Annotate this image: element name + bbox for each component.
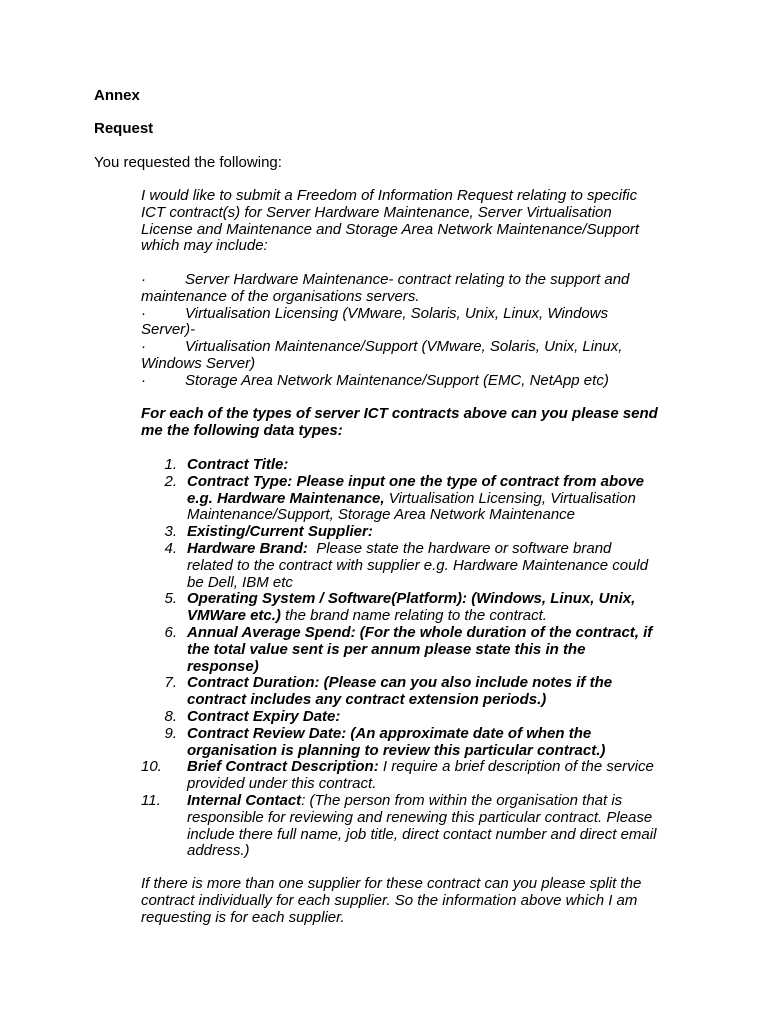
bold-text: e.g. Hardware Maintenance, (187, 489, 385, 507)
request-paragraph (141, 188, 701, 255)
list-number: 5. (164, 590, 177, 608)
bullet-line (141, 289, 701, 306)
list-number-cell (141, 759, 187, 793)
list-number: 4. (164, 539, 177, 557)
list-item (141, 675, 701, 709)
list-number-cell (141, 625, 187, 675)
paragraph-line: For each of the types of server ICT contracts above can you please send (141, 405, 658, 422)
bullet-line (141, 306, 701, 323)
list-number: 1. (164, 456, 177, 473)
list-item (141, 726, 701, 760)
bold-text: response) (187, 657, 259, 675)
list-item-line (187, 776, 701, 793)
list-number: 3. (164, 523, 177, 541)
intro-text: You requested the following: (94, 154, 282, 171)
item-text-segment: Please state the hardware or software brand (307, 539, 612, 557)
bold-text: Contract Review Date: (An approximate date of when the (187, 724, 592, 742)
list-item-line (187, 541, 701, 558)
list-item-line (187, 793, 701, 810)
list-item (141, 625, 701, 675)
item-text-segment: the brand name relating to the contract. (280, 607, 547, 625)
bullet-marker: · (141, 371, 146, 389)
item-text-segment: Maintenance/Support, Storage Area Network Maintenance (187, 506, 576, 524)
bold-text: the total value sent is per annum please state this in the (187, 640, 586, 658)
list-item-line (187, 726, 701, 743)
item-text-segment: be Dell, IBM etc (187, 573, 293, 591)
bold-text: Contract Duration: (Please can you also include notes if the (187, 674, 613, 692)
list-item (141, 457, 701, 474)
numbered-list (141, 457, 701, 860)
list-item-line (187, 843, 701, 860)
bullet-line (141, 373, 701, 390)
list-item-text (187, 709, 701, 726)
list-item-line (187, 608, 701, 625)
list-item-line (187, 675, 701, 692)
request-heading: Request (94, 120, 154, 137)
bullet-text: Storage Area Network Maintenance/Support (EMC, NetApp etc) (185, 371, 609, 389)
list-number-cell (141, 709, 187, 726)
bold-text: Operating System / Software(Platform): (Windows, Linux, Unix, (187, 590, 636, 608)
list-number: 9. (164, 724, 177, 742)
list-number-cell (141, 474, 187, 524)
list-item-text (187, 457, 701, 474)
closing-paragraph (141, 876, 701, 926)
list-number-cell (141, 524, 187, 541)
list-item-line (187, 759, 701, 776)
list-number: 6. (164, 623, 177, 641)
list-item (141, 524, 701, 541)
list-item-text (187, 474, 701, 524)
list-item-line (187, 524, 701, 541)
list-item-text (187, 793, 701, 860)
list-item-line (187, 642, 701, 659)
bold-text: organisation is planning to review this particular contract.) (187, 741, 606, 759)
paragraph-line: ICT contract(s) for Server Hardware Maintenance, Server Virtualisation (141, 203, 612, 221)
list-number: 8. (164, 707, 177, 725)
list-item-line (187, 827, 701, 844)
list-item-text (187, 625, 701, 675)
item-text-segment: I require a brief description of the service (378, 758, 654, 776)
list-number: 10. (141, 758, 162, 776)
list-item-line (187, 743, 701, 760)
bold-text: contract includes any contract extension periods.) (187, 691, 547, 709)
list-item-line (187, 575, 701, 592)
bullet-line (141, 339, 701, 356)
annex-heading: Annex (94, 87, 140, 104)
bullet-text: Server Hardware Maintenance- contract relating to the support and (185, 271, 630, 288)
bold-text: Hardware Brand: (187, 539, 308, 557)
list-item-line (187, 709, 701, 726)
bold-text: Contract Type: Please input one the type of contract from above (187, 472, 645, 490)
paragraph-line: I would like to submit a Freedom of Information Request relating to specific (141, 187, 638, 204)
bullet-line (141, 356, 701, 373)
list-number-cell (141, 726, 187, 760)
list-item-line (187, 625, 701, 642)
data-types-paragraph (141, 406, 701, 440)
list-item-line (187, 810, 701, 827)
list-item (141, 591, 701, 625)
list-item-text (187, 591, 701, 625)
paragraph-line: me the following data types: (141, 421, 343, 439)
bold-text: Annual Average Spend: (For the whole duration of the contract, if (187, 623, 653, 641)
list-number: 7. (164, 674, 177, 692)
bullet-marker: · (141, 338, 146, 356)
list-item-line (187, 507, 701, 524)
bullet-text: Virtualisation Maintenance/Support (VMware, Solaris, Unix, Linux, (185, 338, 623, 356)
item-text-segment: address.) (187, 842, 250, 860)
bullet-text: maintenance of the organisations servers. (141, 287, 420, 305)
list-item-text (187, 759, 701, 793)
bold-text: Contract Title: (187, 456, 289, 473)
bullet-line (141, 322, 701, 339)
item-text-segment: provided under this contract. (187, 775, 377, 793)
list-item (141, 541, 701, 591)
list-item (141, 793, 701, 860)
item-text-segment: responsible for reviewing and renewing this particular contract. Please (187, 808, 653, 826)
list-item-line (187, 659, 701, 676)
list-item-line (187, 692, 701, 709)
bullet-text: Windows Server) (141, 354, 256, 372)
list-number-cell (141, 541, 187, 591)
bullet-text: Server)- (141, 321, 196, 339)
paragraph-line: License and Maintenance and Storage Area Network Maintenance/Support (141, 220, 640, 238)
list-number-cell (141, 793, 187, 860)
bold-text: Internal Contact (187, 791, 302, 809)
list-item-text (187, 541, 701, 591)
list-number-cell (141, 675, 187, 709)
bold-text: Contract Expiry Date: (187, 707, 341, 725)
bullet-marker: · (141, 271, 146, 288)
list-item-text (187, 524, 701, 541)
item-text-segment: include there full name, job title, direct contact number and direct email (187, 825, 657, 843)
paragraph-line: contract individually for each supplier. So the information above which I am (141, 891, 638, 909)
bullet-marker: · (141, 304, 146, 322)
list-item-line (187, 491, 701, 508)
item-text-segment: related to the contract with supplier e.g. Hardware Maintenance could (187, 556, 649, 574)
list-item-line (187, 474, 701, 491)
list-number-cell (141, 591, 187, 625)
list-item-text (187, 675, 701, 709)
bullet-line (141, 272, 701, 289)
list-number: 11. (141, 791, 161, 809)
list-item (141, 474, 701, 524)
paragraph-line: If there is more than one supplier for these contract can you please split the (141, 875, 642, 892)
list-item-line (187, 558, 701, 575)
list-item-text (187, 726, 701, 760)
paragraph-line: which may include: (141, 237, 268, 255)
bullet-list (141, 272, 701, 390)
item-text-segment: : (The person from within the organisation that is (301, 791, 623, 809)
bold-text: Existing/Current Supplier: (187, 523, 373, 541)
bullet-text: Virtualisation Licensing (VMware, Solaris, Unix, Linux, Windows (185, 304, 609, 322)
bold-text: Brief Contract Description: (187, 758, 379, 776)
item-text-segment: Virtualisation Licensing, Virtualisation (384, 489, 636, 507)
list-number-cell (141, 457, 187, 474)
list-number: 2. (164, 472, 177, 490)
paragraph-line: requesting is for each supplier. (141, 908, 345, 926)
list-item-line (187, 591, 701, 608)
list-item (141, 759, 701, 793)
list-item-line (187, 457, 701, 474)
bold-text: VMWare etc.) (187, 607, 281, 625)
list-item (141, 709, 701, 726)
